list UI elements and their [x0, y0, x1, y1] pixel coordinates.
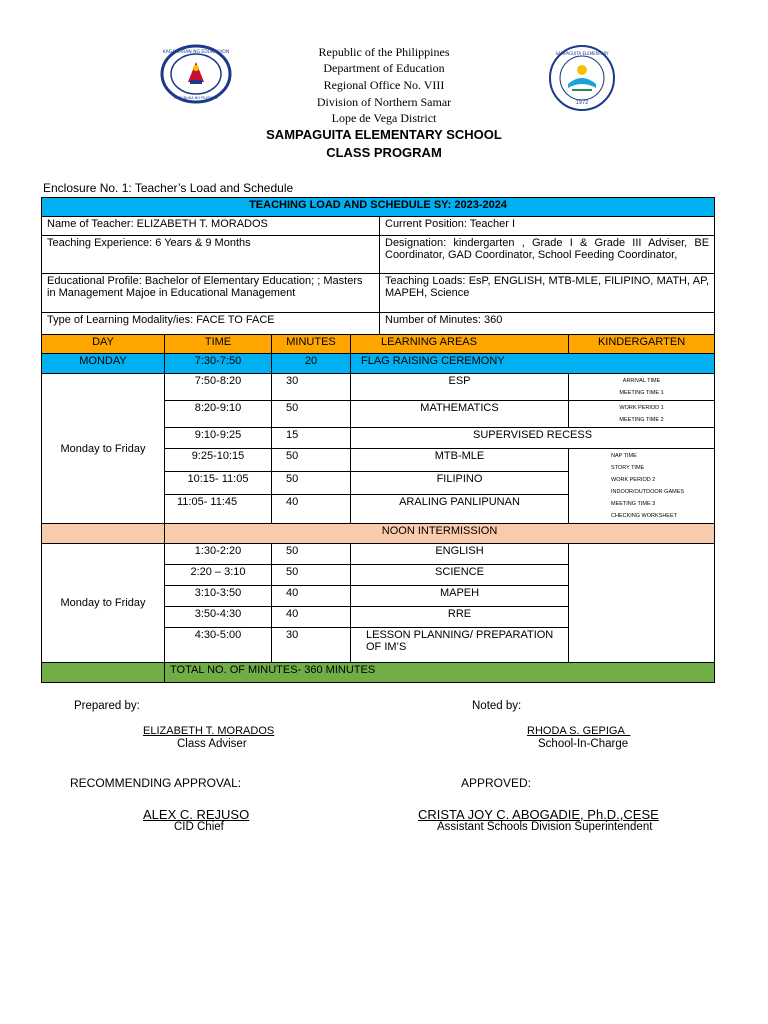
minutes-cell: 15 [272, 428, 351, 449]
time-cell: 8:20-9:10 [165, 401, 272, 428]
kinder-activity: MEETING TIME 1 [619, 390, 664, 396]
kinder-activity: WORK PERIOD 1 [619, 405, 664, 411]
school-name: SAMPAGUITA ELEMENTARY SCHOOL [266, 127, 502, 142]
time-cell: 4:30-5:00 [165, 628, 272, 663]
kinder-activity: CHECKING WORKSHEET [611, 513, 678, 519]
kinder-activity: MEETING TIME 2 [619, 417, 664, 423]
minutes-cell: 30 [272, 628, 351, 663]
number-of-minutes: Number of Minutes: 360 [380, 313, 715, 335]
noon-intermission: NOON INTERMISSION [165, 524, 715, 544]
area-cell: RRE [351, 607, 569, 628]
time-cell: 10:15- 11:05 [165, 471, 272, 494]
col-header-minutes: MINUTES [272, 335, 351, 354]
schedule-table [41, 197, 715, 683]
minutes-cell: 50 [272, 544, 351, 565]
minutes-cell: 40 [272, 586, 351, 607]
kinder-activity: INDOOR/OUTDOOR GAMES [611, 489, 685, 495]
recommender-title: CID Chief [174, 821, 224, 833]
svg-text:SAMPAGUITA ELEMENTARY: SAMPAGUITA ELEMENTARY [555, 51, 609, 56]
svg-text:1972: 1972 [575, 100, 589, 106]
learning-modality: Type of Learning Modality/ies: FACE TO FACE [42, 313, 380, 335]
minutes-cell: 40 [272, 494, 351, 523]
col-header-learning-areas: LEARNING AREAS [351, 335, 569, 354]
approved-label: APPROVED: [461, 776, 532, 790]
noter-name: RHODA S. GEPIGA [527, 725, 631, 737]
table-row [42, 374, 715, 401]
header-line-2: Department of Education [323, 61, 445, 75]
kinder-afternoon-blank [569, 544, 715, 663]
header-line-4: Division of Northern Samar [316, 95, 452, 109]
table-row [42, 544, 715, 565]
svg-text:REPUBLIKA NG PILIPINAS: REPUBLIKA NG PILIPINAS [174, 96, 218, 100]
kinder-cell-1 [569, 374, 715, 401]
noon-blank [42, 524, 165, 544]
kinder-activity: NAP TIME [611, 453, 637, 459]
area-cell: MAPEH [351, 586, 569, 607]
header-line-5: Lope de Vega District [331, 111, 437, 125]
preparer-name: ELIZABETH T. MORADOS [143, 725, 275, 737]
noter-title: School-In-Charge [538, 738, 629, 750]
flag-time: 7:30-7:50 [165, 354, 272, 374]
afternoon-day-label: Monday to Friday [42, 544, 165, 663]
prepared-by-label: Prepared by: [74, 700, 140, 712]
area-cell: SCIENCE [351, 565, 569, 586]
preparer-title: Class Adviser [177, 738, 247, 750]
header-line-1: Republic of the Philippines [318, 45, 450, 59]
svg-text:KAGAWARAN NG EDUKASYON: KAGAWARAN NG EDUKASYON [162, 50, 230, 55]
table-title: TEACHING LOAD AND SCHEDULE SY: 2023-2024 [42, 198, 715, 217]
time-cell: 7:50-8:20 [165, 374, 272, 401]
morning-day-label: Monday to Friday [42, 374, 165, 524]
area-cell: FILIPINO [351, 471, 569, 494]
minutes-cell: 50 [272, 449, 351, 472]
noted-by-label: Noted by: [472, 700, 522, 712]
teaching-experience: Teaching Experience: 6 Years & 9 Months [42, 236, 380, 274]
area-cell: ENGLISH [351, 544, 569, 565]
header-line-3: Regional Office No. VIII [323, 78, 445, 92]
total-minutes: TOTAL NO. OF MINUTES- 360 MINUTES [165, 663, 715, 683]
flag-minutes: 20 [272, 354, 351, 374]
approver-name: CRISTA JOY C. ABOGADIE, Ph.D.,CESE [418, 807, 659, 822]
area-cell: ESP [351, 374, 569, 401]
flag-day: MONDAY [42, 354, 165, 374]
time-cell: 9:25-10:15 [165, 449, 272, 472]
time-cell: 11:05- 11:45 [165, 494, 272, 523]
kinder-activity: ARRIVAL TIME [622, 378, 661, 384]
minutes-cell: 30 [272, 374, 351, 401]
area-cell: MTB-MLE [351, 449, 569, 472]
time-cell: 3:10-3:50 [165, 586, 272, 607]
kinder-cell-3 [569, 449, 715, 524]
col-header-kindergarten: KINDERGARTEN [569, 335, 715, 354]
designation: Designation: kindergarten , Grade I & Grade III Adviser, BE Coordinator, GAD Coordinator, School Feeding Coordinator, [380, 236, 715, 274]
program-title: CLASS PROGRAM [326, 145, 442, 160]
area-cell: SUPERVISED RECESS [351, 428, 715, 449]
total-blank [42, 663, 165, 683]
col-header-time: TIME [165, 335, 272, 354]
recommender-name: ALEX C. REJUSO [143, 807, 250, 822]
col-header-day: DAY [42, 335, 165, 354]
approver-title: Assistant Schools Division Superintendent [437, 821, 653, 833]
kinder-cell-2 [569, 401, 715, 428]
minutes-cell: 50 [272, 565, 351, 586]
educational-profile: Educational Profile: Bachelor of Elementary Education; ; Masters in Management Majoe in Educational Management [42, 274, 380, 313]
current-position: Current Position: Teacher I [380, 217, 715, 236]
minutes-cell: 40 [272, 607, 351, 628]
minutes-cell: 50 [272, 471, 351, 494]
teacher-name: Name of Teacher: ELIZABETH T. MORADOS [42, 217, 380, 236]
teaching-loads: Teaching Loads: EsP, ENGLISH, MTB-MLE, FILIPINO, MATH, AP, MAPEH, Science [380, 274, 715, 313]
area-cell: LESSON PLANNING/ PREPARATION OF IM’S [351, 628, 569, 663]
recommending-approval-label: RECOMMENDING APPROVAL: [70, 776, 242, 790]
flag-area: FLAG RAISING CEREMONY [351, 354, 715, 374]
area-cell: MATHEMATICS [351, 401, 569, 428]
enclosure-label: Enclosure No. 1: Teacher’s Load and Schedule [43, 181, 294, 195]
area-cell: ARALING PANLIPUNAN [351, 494, 569, 523]
time-cell: 2:20 – 3:10 [165, 565, 272, 586]
time-cell: 1:30-2:20 [165, 544, 272, 565]
kinder-activity: WORK PERIOD 2 [611, 477, 656, 483]
time-cell: 9:10-9:25 [165, 428, 272, 449]
kinder-activity: MEETING TIME 3 [611, 501, 656, 507]
time-cell: 3:50-4:30 [165, 607, 272, 628]
minutes-cell: 50 [272, 401, 351, 428]
kinder-activity: STORY TIME [611, 465, 645, 471]
